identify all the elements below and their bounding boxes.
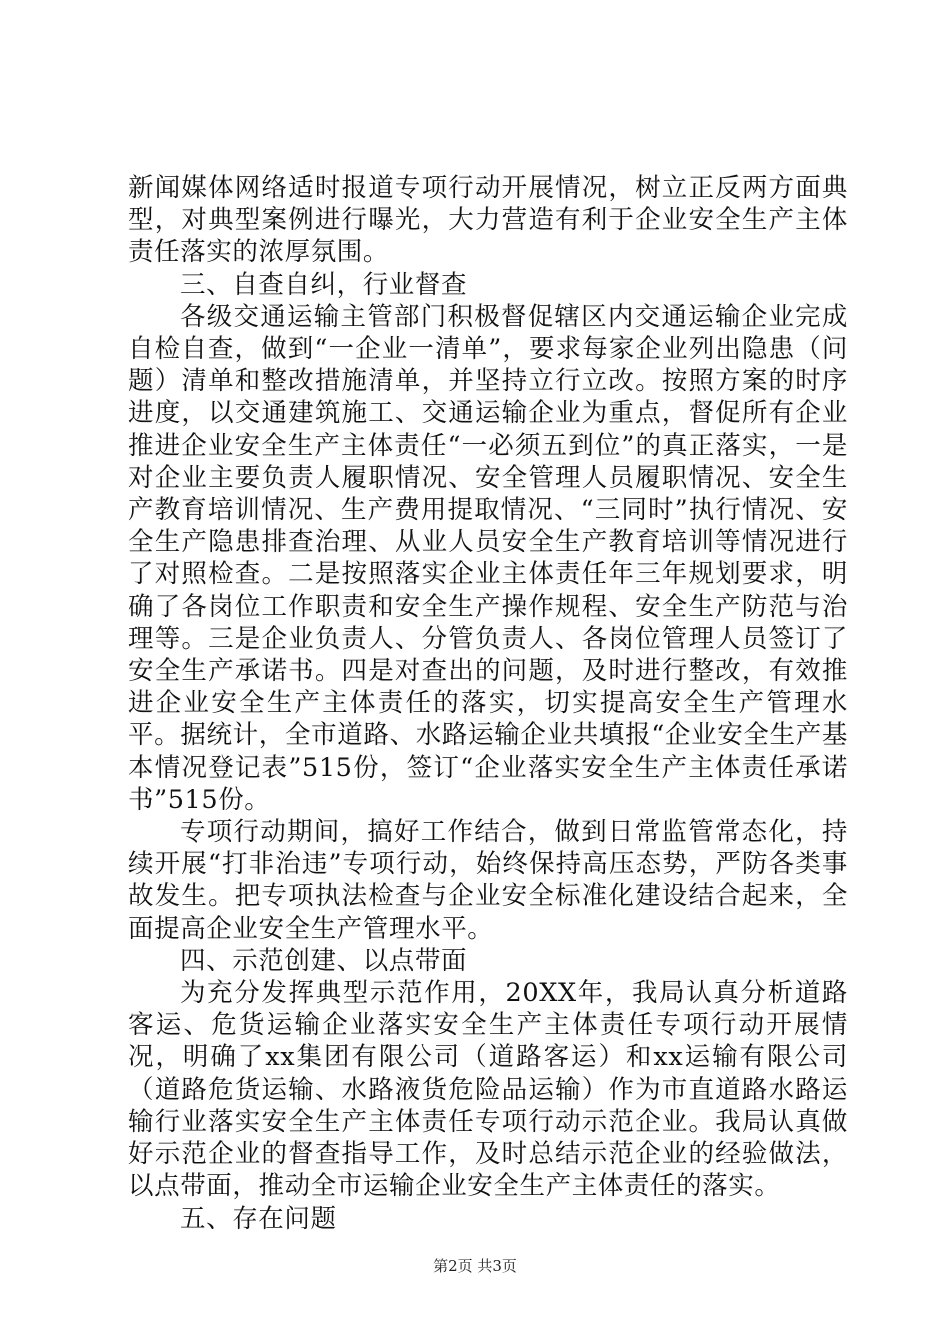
section-heading-4: 四、示范创建、以点带面: [180, 945, 468, 976]
section-heading-3: 三、自查自纠，行业督查: [180, 269, 468, 300]
page-number: 第2页 共3页: [433, 1257, 517, 1275]
paragraph-demonstration: 为充分发挥典型示范作用，20XX年，我局认真分析道路客运、危货运输企业落实安全生产主体责任专项行动开展情况，明确了xx集团有限公司（道路客运）和xx运输有限公司（道路危货运输、水路液货危险品运输）作为市直道路水路运输行业落实安全生产主体责任专项行动示范企业。我局认真做好示范企业的督查指导工作，及时总结示范企业的经验做法，以点带面，推动全市运输企业安全生产主体责任的落实。: [128, 978, 848, 1202]
paragraph-continuation: 新闻媒体网络适时报道专项行动开展情况，树立正反两方面典型，对典型案例进行曝光，大力营造有利于企业安全生产主体责任落实的浓厚氛围。: [128, 173, 848, 268]
document-body: [128, 172, 848, 1235]
paragraph-self-inspection: 各级交通运输主管部门积极督促辖区内交通运输企业完成自检自查，做到“一企业一清单”，要求每家企业列出隐患（问题）清单和整改措施清单，并坚持立行立改。按照方案的时序进度，以交通建筑施工、交通运输企业为重点，督促所有企业推进企业安全生产主体责任“一必须五到位”的真正落实，一是对企业主要负责人履职情况、安全管理人员履职情况、安全生产教育培训情况、生产费用提取情况、“三同时”执行情况、安全生产隐患排查治理、从业人员安全生产教育培训等情况进行了对照检查。二是按照落实企业主体责任年三年规划要求，明确了各岗位工作职责和安全生产操作规程、安全生产防范与治理等。三是企业负责人、分管负责人、各岗位管理人员签订了安全生产承诺书。四是对查出的问题，及时进行整改，有效推进企业安全生产主体责任的落实，切实提高安全生产管理水平。据统计，全市道路、水路运输企业共填报“企业安全生产基本情况登记表”515份，签订“企业落实安全生产主体责任承诺书”515份。: [128, 301, 848, 815]
paragraph-special-action: 专项行动期间，搞好工作结合，做到日常监管常态化，持续开展“打非治违”专项行动，始终保持高压态势，严防各类事故发生。把专项执法检查与企业安全标准化建设结合起来，全面提高企业安全生产管理水平。: [128, 817, 848, 944]
section-heading-5: 五、存在问题: [180, 1203, 337, 1234]
